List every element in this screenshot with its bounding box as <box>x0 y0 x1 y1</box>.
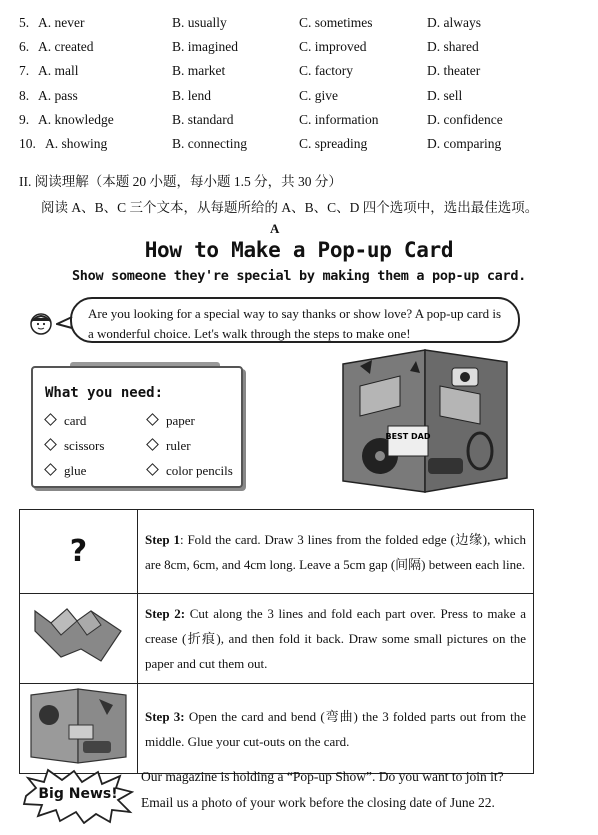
folded-paper-icon <box>21 595 136 677</box>
question-row <box>0 136 598 158</box>
question-row <box>0 63 598 85</box>
diamond-bullet-icon <box>44 438 57 451</box>
option-c: C. spreading <box>299 136 368 151</box>
passage-title: How to Make a Pop-up Card <box>144 238 454 262</box>
open-card-icon <box>21 685 136 767</box>
step-label: Step 1 <box>145 531 180 547</box>
card-text: BEST DAD <box>385 432 431 441</box>
step-3-picture <box>20 684 138 774</box>
need-item <box>148 413 195 429</box>
question-row <box>0 15 598 37</box>
option-a: A. knowledge <box>38 112 114 127</box>
table-row <box>20 684 534 774</box>
option-d: D. confidence <box>427 112 503 127</box>
need-item-label: ruler <box>166 438 191 453</box>
option-c: C. sometimes <box>299 15 373 30</box>
question-row <box>0 112 598 134</box>
question-number: 10. <box>19 136 36 151</box>
step-1-picture <box>20 510 138 594</box>
option-d: D. sell <box>427 88 463 103</box>
intro-speech-bubble: Are you looking for a special way to say thanks or show love? A pop-up card is a wonderful choice. Let's walk through the steps to make one! <box>70 297 520 343</box>
option-c: C. factory <box>299 63 353 78</box>
step-body: Open the card and bend (弯曲) the 3 folded parts out from the middle. Glue your cut-outs on the card. <box>145 708 527 749</box>
need-item <box>46 463 86 479</box>
option-d: D. theater <box>427 63 481 78</box>
option-b: B. market <box>172 63 226 78</box>
option-c: C. information <box>299 112 379 127</box>
passage-subtitle: Show someone they're special by making them a pop-up card. <box>71 268 526 284</box>
option-d: D. comparing <box>427 136 502 151</box>
section-heading: II. 阅读理解（本题 20 小题，每小题 1.5 分，共 30 分） <box>19 174 342 189</box>
need-item-label: paper <box>166 413 195 428</box>
step-label: Step 2: <box>145 606 186 621</box>
need-item <box>46 438 104 454</box>
step-2-picture <box>20 594 138 684</box>
need-item <box>46 413 86 429</box>
option-a: A. mall <box>38 63 79 78</box>
option-b: B. imagined <box>172 39 238 54</box>
passage-letter: A <box>270 221 280 236</box>
option-c: C. give <box>299 88 338 103</box>
steps-table <box>19 509 534 774</box>
option-b: B. standard <box>172 112 234 127</box>
question-number: 7. <box>19 63 30 78</box>
need-item <box>148 438 191 454</box>
question-mark-icon: ? <box>69 534 88 569</box>
need-item-label: card <box>64 413 87 428</box>
option-d: D. always <box>427 15 481 30</box>
step-2-text <box>138 594 534 684</box>
diamond-bullet-icon <box>44 463 57 476</box>
step-3-text <box>138 684 534 774</box>
need-item-label: glue <box>64 463 87 478</box>
diamond-bullet-icon <box>146 413 159 426</box>
option-a: A. never <box>38 15 85 30</box>
question-number: 8. <box>19 88 30 103</box>
option-c: C. improved <box>299 39 367 54</box>
diamond-bullet-icon <box>146 463 159 476</box>
table-row <box>20 510 534 594</box>
news-text: Our magazine is holding a “Pop-up Show”. Do you want to join it? Email us a photo of your work before the closing date of June 22. <box>141 769 504 810</box>
step-label: Step 3: <box>145 708 185 724</box>
option-b: B. usually <box>172 15 227 30</box>
option-b: B. lend <box>172 88 211 103</box>
option-d: D. shared <box>427 39 479 54</box>
question-number: 9. <box>19 112 30 127</box>
table-row <box>20 594 534 684</box>
pop-up-card-illustration <box>340 346 510 494</box>
option-a: A. showing <box>45 136 108 151</box>
girl-avatar-icon <box>29 311 53 335</box>
diamond-bullet-icon <box>146 438 159 451</box>
question-number: 5. <box>19 15 30 30</box>
step-body: Cut along the 3 lines and fold each part over. Press to make a crease (折痕), and then fold it back. Draw some small pictures on the paper and cut them out. <box>145 606 527 671</box>
diamond-bullet-icon <box>44 413 57 426</box>
big-news-label: Big News! <box>38 786 118 802</box>
need-item-label: color pencils <box>166 463 233 478</box>
step-body: : Fold the card. Draw 3 lines from the folded edge (边缘), which are 8cm, 6cm, and 4cm long. Leave a 5cm gap (间隔) between each line. <box>145 531 526 572</box>
needs-title: What you need: <box>45 385 164 401</box>
option-a: A. created <box>38 39 94 54</box>
need-item-label: scissors <box>64 438 105 453</box>
question-number: 6. <box>19 39 30 54</box>
question-row <box>0 88 598 110</box>
question-row <box>0 39 598 61</box>
reading-instructions: 阅读 A、B、C 三个文本，从每题所给的 A、B、C、D 四个选项中，选出最佳选项。 <box>41 200 539 215</box>
option-b: B. connecting <box>172 136 247 151</box>
need-item <box>148 463 233 479</box>
step-1-text <box>138 510 534 594</box>
option-a: A. pass <box>38 88 78 103</box>
